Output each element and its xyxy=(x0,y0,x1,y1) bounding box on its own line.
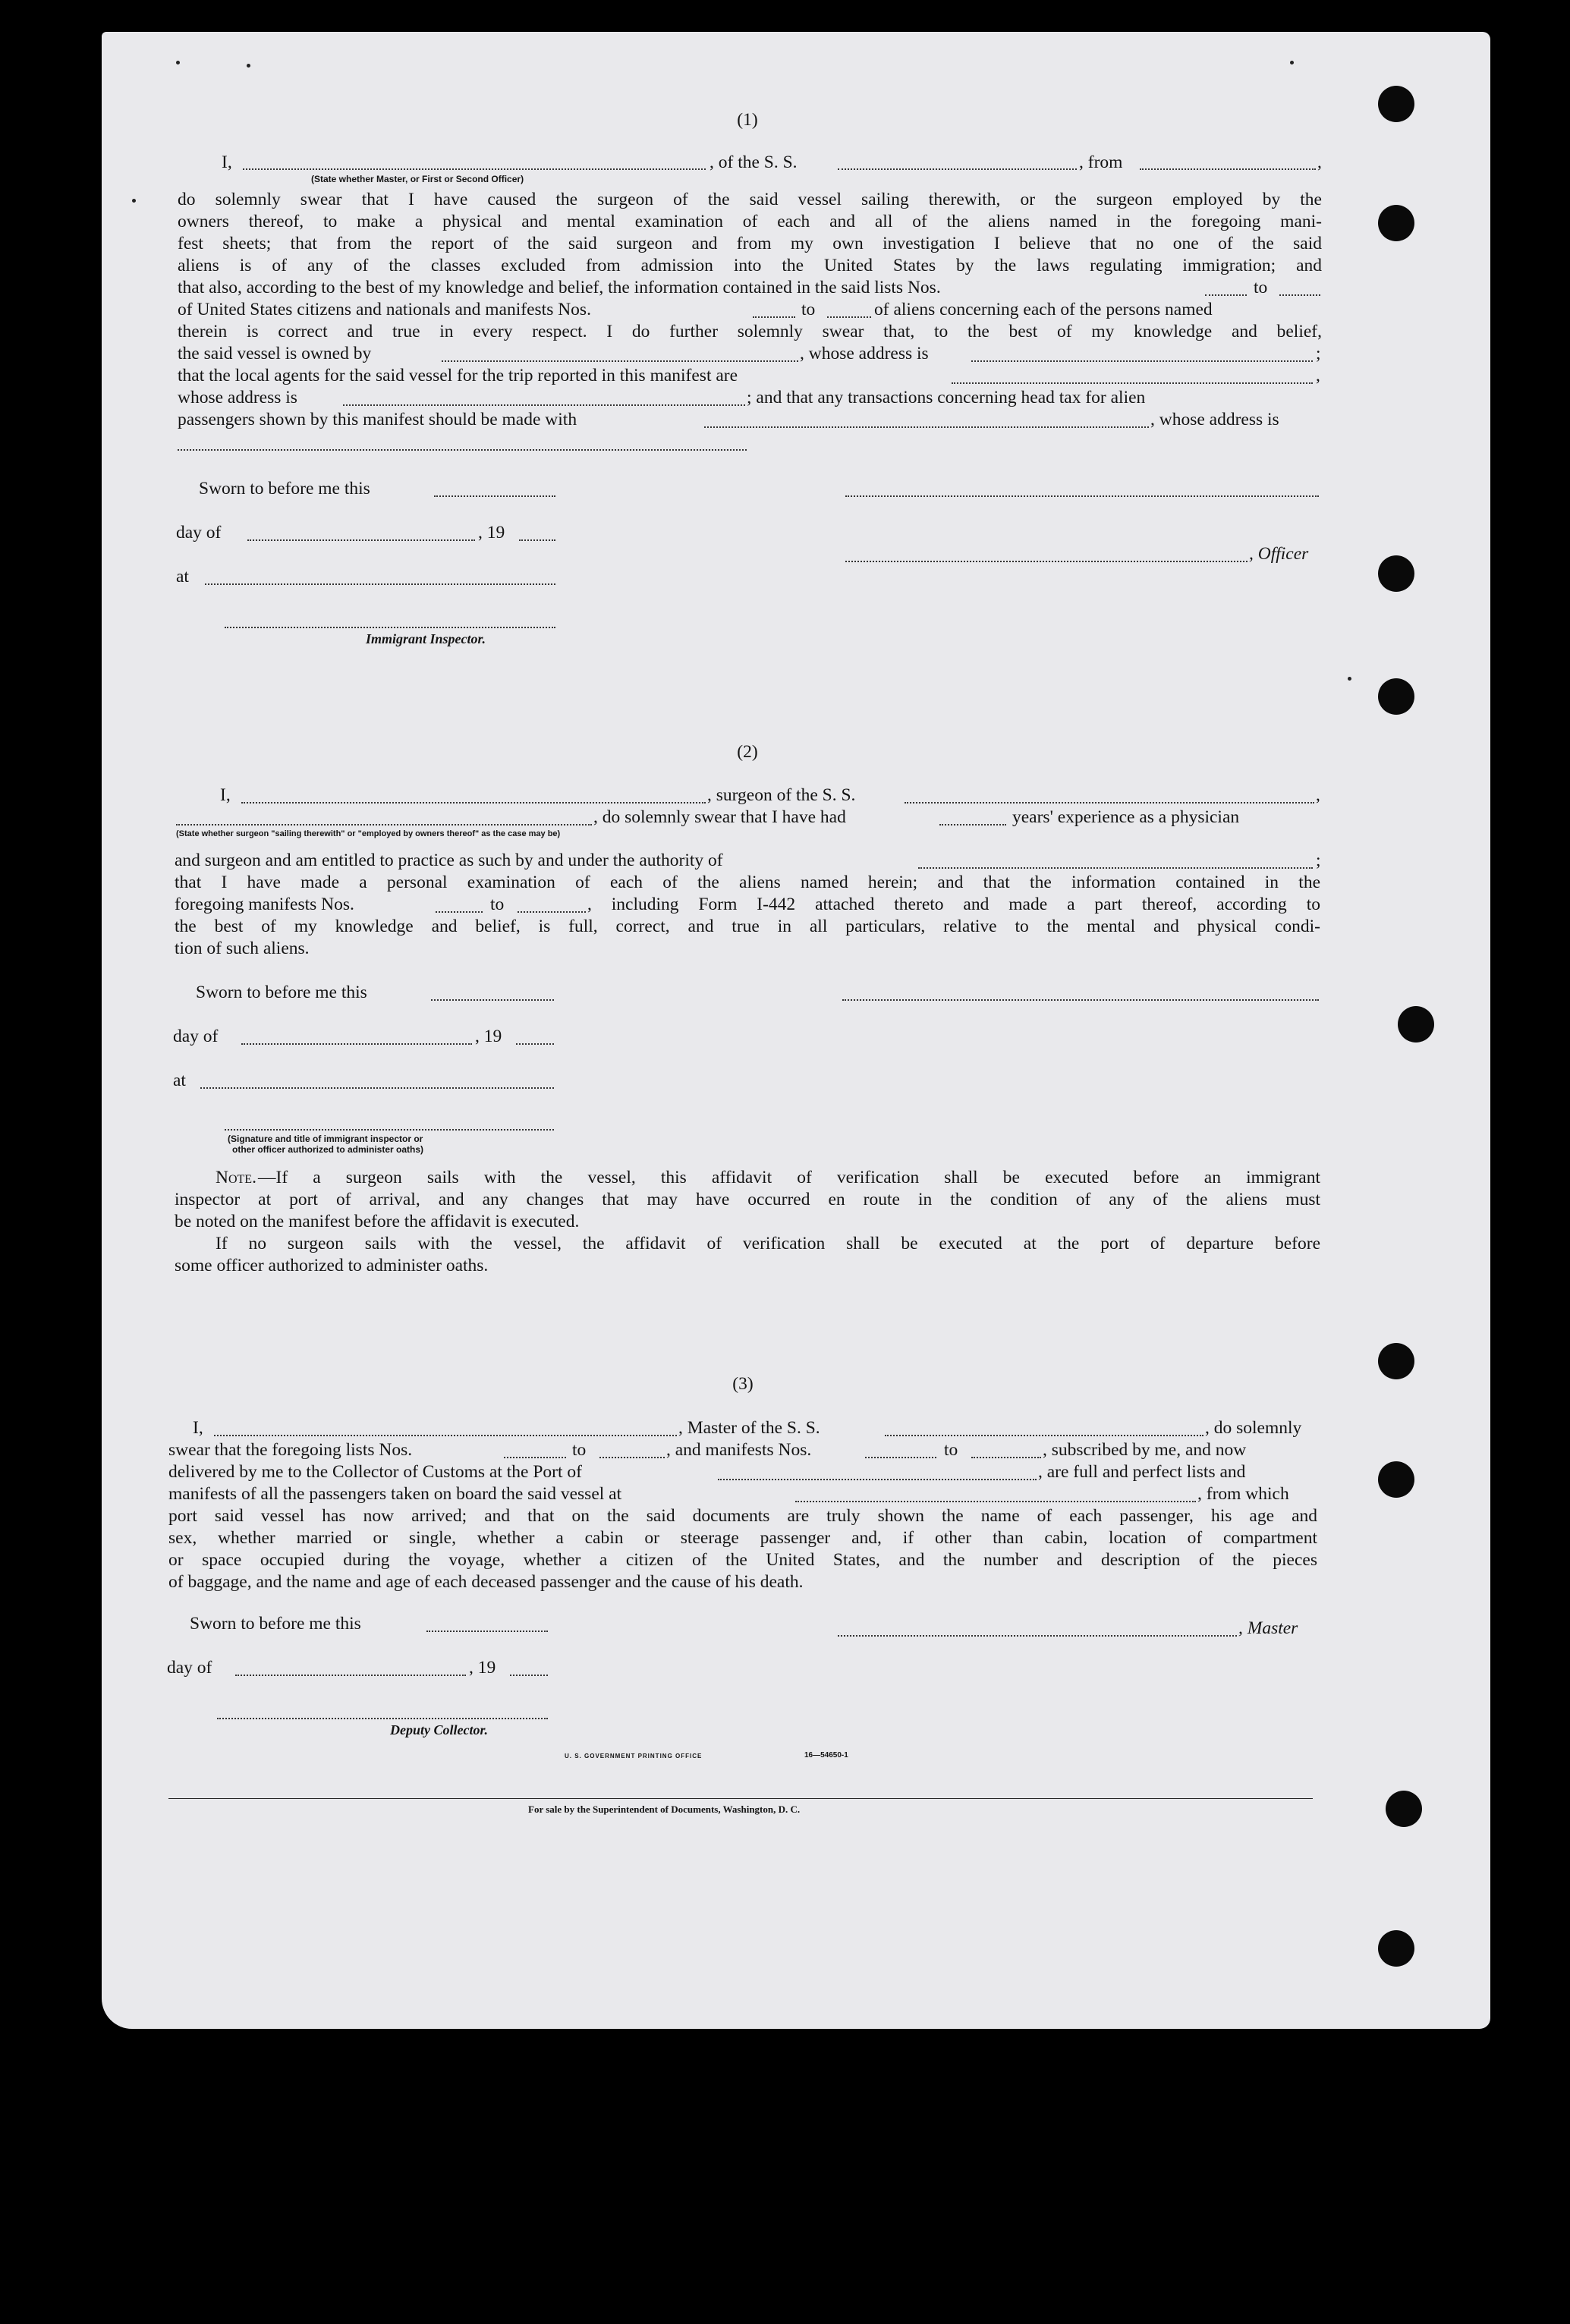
year-field[interactable] xyxy=(516,1043,554,1045)
day-field[interactable] xyxy=(235,1675,466,1676)
location-field[interactable] xyxy=(200,1087,554,1089)
years-field[interactable] xyxy=(939,824,1006,826)
manifests-to-field[interactable] xyxy=(827,316,871,318)
signature-line[interactable] xyxy=(845,495,1319,497)
surgeon-signature-field[interactable] xyxy=(842,999,1319,1001)
punch-hole xyxy=(1378,1461,1414,1498)
inspector-title: Immigrant Inspector. xyxy=(366,631,486,646)
ship-name-field[interactable] xyxy=(838,168,1077,170)
manifests-to-field[interactable] xyxy=(518,911,586,913)
lists-from-field[interactable] xyxy=(1205,294,1247,296)
head-tax-contact-field[interactable] xyxy=(704,426,1149,428)
punch-hole xyxy=(1378,1930,1414,1967)
officer-signature-field[interactable] xyxy=(845,561,1248,562)
owner-field[interactable] xyxy=(442,360,798,362)
lists-to-field[interactable] xyxy=(1279,294,1320,296)
section-number: (3) xyxy=(732,1374,754,1394)
punch-hole xyxy=(1378,1343,1414,1379)
ship-name-field[interactable] xyxy=(885,1435,1203,1436)
lists-to-field[interactable] xyxy=(599,1457,665,1458)
manifests-from-field[interactable] xyxy=(753,316,795,318)
surgeon-type-field[interactable] xyxy=(176,824,592,826)
note-label: Note. xyxy=(216,1168,256,1187)
deputy-title: Deputy Collector. xyxy=(390,1722,488,1737)
local-agents-field[interactable] xyxy=(952,382,1313,384)
punch-hole xyxy=(1378,86,1414,122)
sworn-date-field[interactable] xyxy=(426,1631,548,1632)
authority-field[interactable] xyxy=(918,867,1313,869)
boarding-port-field[interactable] xyxy=(795,1501,1196,1502)
printing-office: U. S. GOVERNMENT PRINTING OFFICE xyxy=(565,1753,703,1760)
surgeon-note: (State whether surgeon "sailing therewith" or "employed by owners thereof" as the case may be) xyxy=(176,829,561,838)
ship-name-field[interactable] xyxy=(905,802,1314,803)
owner-address-field[interactable] xyxy=(971,360,1313,362)
master-name-field[interactable] xyxy=(214,1435,677,1436)
collector-port-field[interactable] xyxy=(718,1479,1037,1480)
punch-hole xyxy=(1378,205,1414,241)
agents-address-field[interactable] xyxy=(343,404,745,406)
day-field[interactable] xyxy=(247,539,475,541)
manifests-from-field[interactable] xyxy=(436,911,483,913)
officer-note: (State whether Master, or First or Second Officer) xyxy=(311,174,524,184)
collector-signature-field[interactable] xyxy=(217,1718,548,1719)
officer-name-field[interactable] xyxy=(243,168,706,170)
departure-port-field[interactable] xyxy=(1140,168,1316,170)
day-field[interactable] xyxy=(241,1043,472,1045)
location-field[interactable] xyxy=(205,583,555,585)
for-sale-note: For sale by the Superintendent of Documents, Washington, D. C. xyxy=(528,1804,801,1815)
manifests-to-field[interactable] xyxy=(971,1457,1041,1458)
footer-rule xyxy=(168,1798,1313,1799)
surgeon-name-field[interactable] xyxy=(241,802,706,803)
lists-from-field[interactable] xyxy=(504,1457,566,1458)
year-field[interactable] xyxy=(519,539,555,541)
inspector-signature-field[interactable] xyxy=(225,627,555,628)
punch-hole xyxy=(1398,1006,1434,1042)
punch-hole xyxy=(1386,1791,1422,1827)
section-number: (1) xyxy=(737,110,758,130)
sworn-date-field[interactable] xyxy=(434,495,555,497)
sworn-date-field[interactable] xyxy=(431,999,554,1001)
year-field[interactable] xyxy=(510,1675,548,1676)
head-tax-address-field[interactable] xyxy=(178,449,747,451)
officer-signature-field[interactable] xyxy=(225,1129,554,1131)
punch-hole xyxy=(1378,555,1414,592)
master-signature-field[interactable] xyxy=(838,1635,1237,1637)
punch-hole xyxy=(1378,678,1414,715)
declarant-label: I, xyxy=(222,153,232,172)
form-code: 16—54650-1 xyxy=(804,1751,848,1760)
manifests-from-field[interactable] xyxy=(865,1457,936,1458)
section-number: (2) xyxy=(737,742,758,762)
